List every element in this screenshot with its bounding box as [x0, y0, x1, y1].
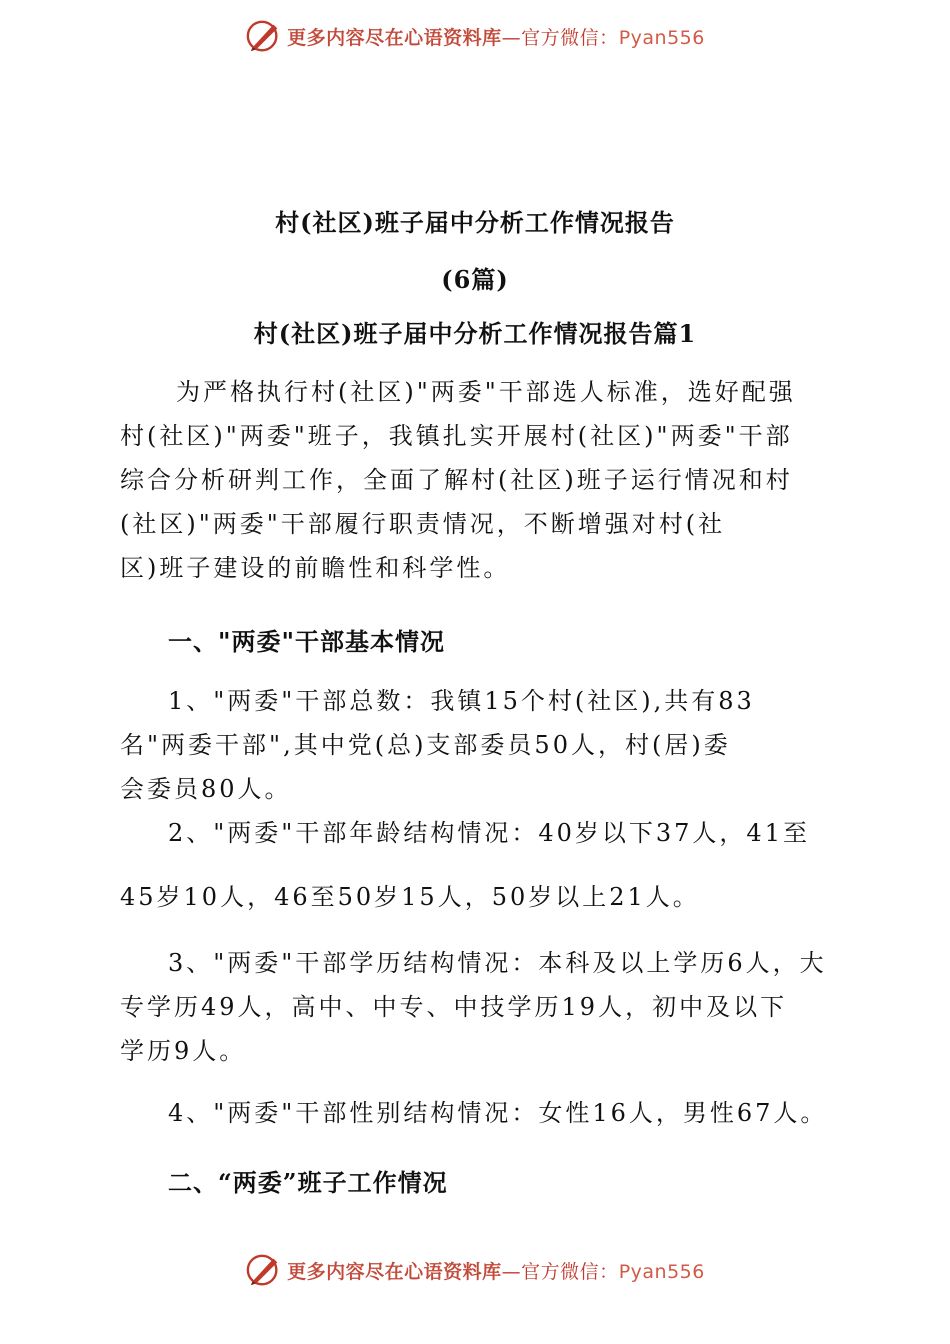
item-line: 学历9人。	[120, 1037, 247, 1065]
banner-official-label: 官方微信：	[521, 26, 619, 49]
banner-site: 更多内容尽在心语资料库	[287, 26, 502, 49]
banner-official-label: 官方微信：	[521, 1260, 619, 1283]
banner-wechat-id: Pyan556	[618, 26, 705, 49]
intro-line: 村(社区)"两委"班子，我镇扎实开展村(社区)"两委"干部	[120, 422, 793, 450]
item-1	[120, 679, 840, 811]
section-heading-1: 一、"两委"干部基本情况	[168, 627, 446, 656]
banner-wechat-id: Pyan556	[618, 1260, 705, 1283]
banner-text	[287, 1257, 705, 1284]
item-line: 3、"两委"干部学历结构情况：本科及以上学历6人，大	[168, 949, 827, 977]
item-line: 名"两委干部",其中党(总)支部委员50人，村(居)委	[120, 731, 731, 759]
item-line: 1、"两委"干部总数：我镇15个村(社区),共有83	[168, 687, 755, 715]
intro-paragraph	[120, 370, 840, 590]
header-banner	[0, 14, 950, 58]
intro-line: 综合分析研判工作，全面了解村(社区)班子运行情况和村	[120, 466, 793, 494]
intro-line: (社区)"两委"干部履行职责情况，不断增强对村(社	[120, 510, 726, 538]
pen-logo-icon	[245, 1250, 283, 1290]
item-line: 会委员80人。	[120, 775, 292, 803]
doc-subtitle: 村(社区)班子届中分析工作情况报告篇1	[253, 319, 697, 348]
pen-logo-icon	[245, 16, 283, 56]
item-line: 2、"两委"干部年龄结构情况：40岁以下37人，41至	[168, 819, 810, 847]
banner-separator: —	[501, 1260, 522, 1283]
item-4: 4、"两委"干部性别结构情况：女性16人，男性67人。	[168, 1099, 828, 1127]
doc-title: 村(社区)班子届中分析工作情况报告	[275, 208, 675, 237]
section-heading-2: 二、“两委”班子工作情况	[168, 1168, 448, 1197]
item-3	[120, 941, 840, 1073]
banner-separator: —	[501, 26, 522, 49]
item-line: 45岁10人，46至50岁15人，50岁以上21人。	[120, 883, 700, 911]
intro-line: 区)班子建设的前瞻性和科学性。	[120, 554, 511, 582]
banner-text	[287, 23, 705, 50]
item-line: 专学历49人，高中、中专、中技学历19人，初中及以下	[120, 993, 788, 1021]
banner-site: 更多内容尽在心语资料库	[287, 1260, 502, 1283]
item-2	[120, 811, 840, 919]
footer-banner	[0, 1248, 950, 1292]
doc-title-count: (6篇)	[441, 265, 509, 294]
intro-line: 为严格执行村(社区)"两委"干部选人标准，选好配强	[176, 378, 796, 406]
